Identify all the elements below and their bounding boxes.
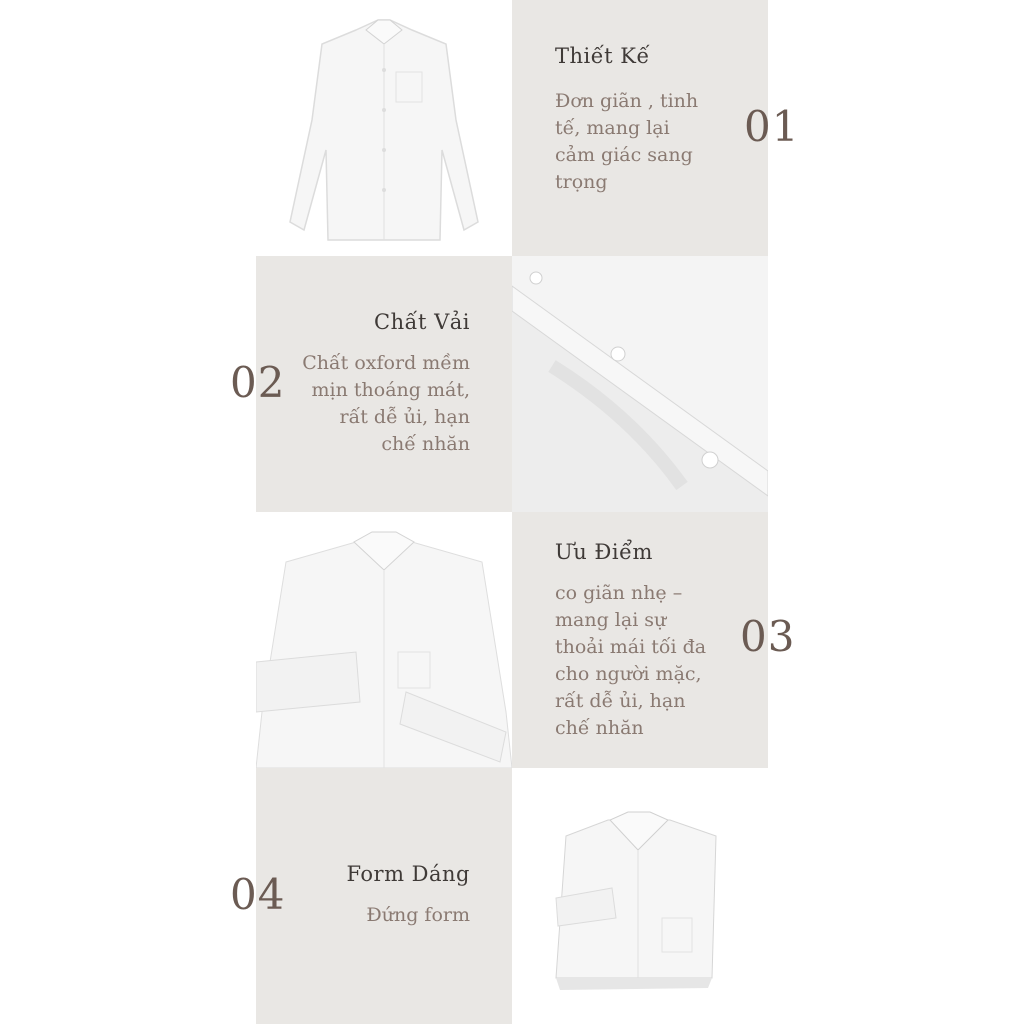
feature-card-3 [512, 512, 796, 768]
feature-number: 03 [740, 612, 796, 661]
feature-title: Chất Vải [374, 310, 470, 334]
feature-number: 04 [230, 870, 286, 919]
feature-title: Thiết Kế [555, 44, 650, 68]
feature-description: Đơn giãn , tinh tế, mang lại cảm giác sang trọng [555, 90, 699, 193]
feature-number: 01 [744, 102, 800, 151]
feature-number: 02 [230, 358, 286, 407]
placket-closeup-image [512, 256, 768, 512]
feature-card-1 [512, 0, 800, 256]
feature-card-2 [256, 256, 512, 512]
shirt-full-image [256, 0, 512, 256]
feature-description: Chất oxford mềm mịn thoáng mát, rất dễ ủi, hạn chế nhăn [302, 352, 470, 455]
feature-description: co giãn nhẹ – mang lại sự thoải mái tối đa cho người mặc, rất dễ ủi, hạn chế nhăn [555, 582, 707, 739]
shirt-folded-sleeves-image [256, 512, 512, 768]
feature-title: Ưu Điểm [555, 540, 653, 564]
feature-card-4 [256, 768, 512, 1024]
feature-title: Form Dáng [346, 862, 470, 886]
feature-description: Đứng form [366, 904, 470, 926]
shirt-folded-stack-image [512, 768, 768, 1024]
